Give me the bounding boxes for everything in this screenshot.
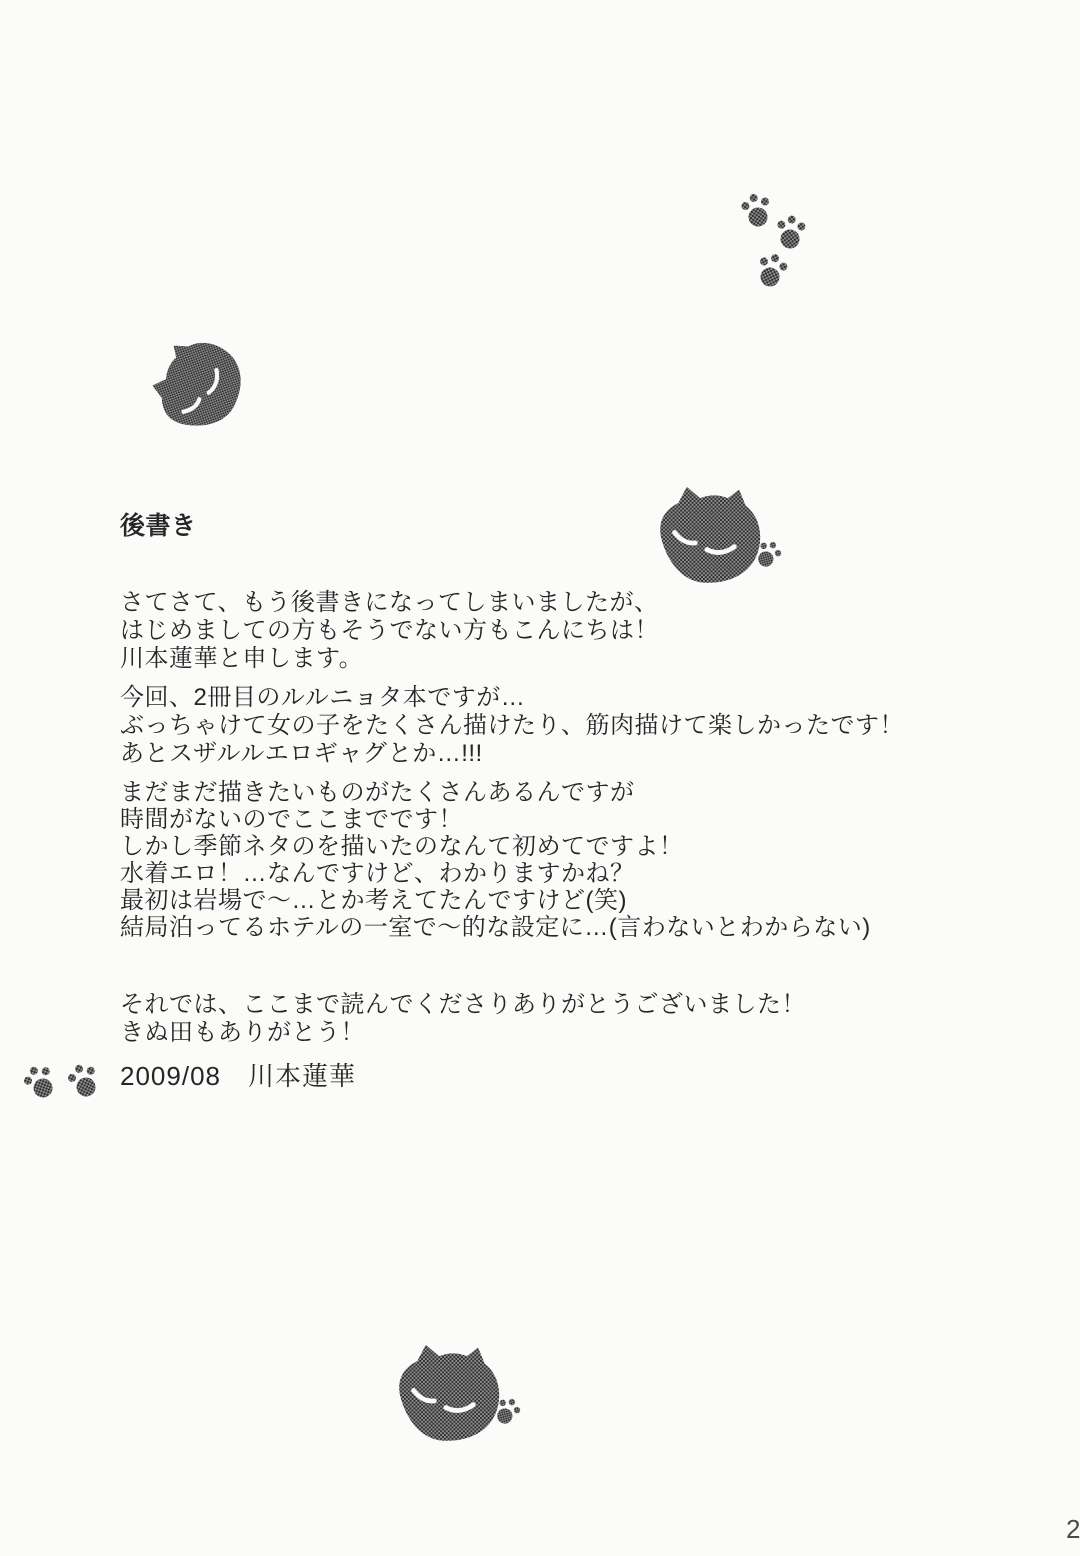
paragraph-greeting xyxy=(120,589,659,673)
page-number: 2 xyxy=(1066,1514,1080,1544)
paw-print-trail-icon xyxy=(728,188,812,296)
text-line: きぬ田もありがとう！ xyxy=(120,1019,365,1046)
text-line: しかし季節ネタのを描いたのなんて初めてですよ！ xyxy=(120,833,684,860)
text-line: さてさて、もう後書きになってしまいましたが、 xyxy=(120,589,659,616)
text-line: あとスザルルエロギャグとか…!!! xyxy=(120,740,483,767)
paw-print-pair-icon xyxy=(14,1058,110,1104)
page-title: 後書き xyxy=(120,512,197,540)
cat-face-icon xyxy=(638,478,803,603)
text-line: はじめましての方もそうでない方もこんにちは！ xyxy=(120,617,659,644)
date-signature: 2009/08 川本蓮華 xyxy=(120,1061,356,1091)
text-line: 時間がないのでここまでです！ xyxy=(120,806,463,833)
text-line: 今回、2冊目のルルニョタ本ですが… xyxy=(120,684,526,711)
paragraph-thanks xyxy=(120,991,806,1047)
paragraph-story-notes xyxy=(120,779,871,941)
text-line: 水着エロ！…なんですけど、わかりますかね？ xyxy=(120,860,635,887)
text-line: 結局泊ってるホテルの一室で～的な設定に…(言わないとわからない) xyxy=(120,914,871,941)
text-line: まだまだ描きたいものがたくさんあるんですが xyxy=(120,779,635,806)
text-line: 最初は岩場で～…とか考えてたんですけど(笑) xyxy=(120,887,627,914)
paragraph-book-comments xyxy=(120,684,904,768)
text-line: 川本蓮華と申します。 xyxy=(120,645,364,672)
text-line: ぶっちゃけて女の子をたくさん描けたり、筋肉描けて楽しかったです！ xyxy=(120,712,904,739)
cat-face-icon xyxy=(128,308,278,468)
text-line: それでは、ここまで読んでくださりありがとうございました！ xyxy=(120,991,806,1018)
cat-face-icon xyxy=(376,1336,541,1468)
